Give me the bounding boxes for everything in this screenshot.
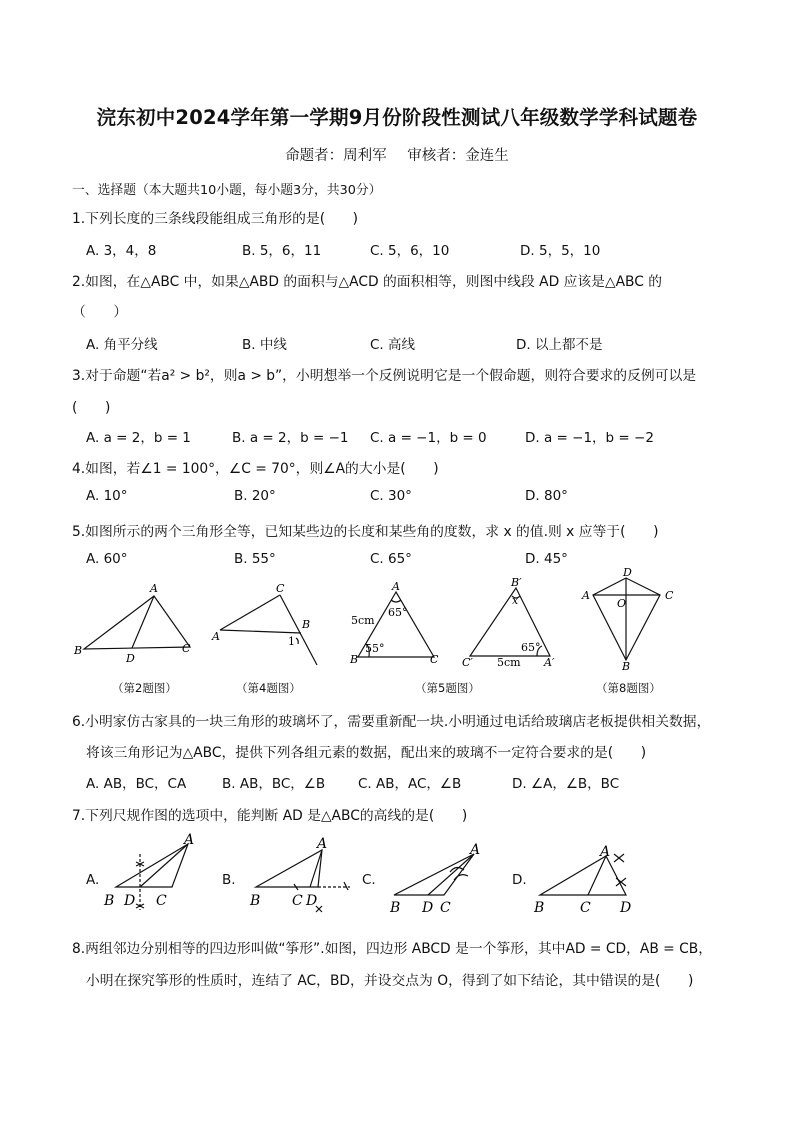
fig5-label-c: C (430, 653, 439, 666)
q7-option-d-figure (532, 840, 642, 920)
exam-authors (0, 144, 794, 165)
reviewer-credit: 审核者：金连生 (407, 148, 509, 164)
fig4-label-a: A (212, 630, 220, 643)
q2-stem: 2.如图，在△ABC 中，如果△ABD 的面积与△ACD 的面积相等，则图中线段 AD 应该是△ABC 的 (72, 274, 663, 290)
q7c-label-a: A (470, 842, 481, 858)
figure-8 (580, 566, 690, 673)
q3-paren: ( ) (72, 400, 111, 416)
figure-2 (72, 582, 202, 665)
q4-option-d: D. 80° (525, 488, 568, 504)
fig5-label-b: B (350, 653, 359, 666)
q6-option-d: D. ∠A，∠B，BC (512, 776, 620, 792)
q2-option-a: A. 角平分线 (86, 337, 158, 353)
q5-option-d: D. 45° (525, 551, 568, 567)
fig2-caption: （第2题图） (112, 681, 177, 695)
q7b-label-c: C (292, 893, 303, 909)
figure-4 (210, 582, 325, 667)
fig2-label-b: B (74, 644, 83, 657)
fig8-label-b: B (622, 660, 631, 673)
q7b-label-d: D (306, 893, 318, 909)
q3-option-b: B. a = 2，b = −1 (232, 430, 349, 446)
fig8-label-d: D (623, 566, 632, 579)
section-heading: 一、选择题（本大题共10小题，每小题3分，共30分） (72, 183, 382, 198)
q7a-label-c: C (156, 893, 167, 909)
q7a-label-b: B (104, 893, 115, 909)
q4-option-b: B. 20° (234, 488, 276, 504)
fig8-caption: （第8题图） (596, 681, 661, 695)
q1-option-a: A. 3，4，8 (86, 243, 157, 259)
fig5-unknown-x: x (512, 594, 519, 607)
q1-option-b: B. 5，6，11 (242, 243, 322, 259)
fig2-label-c: C (182, 642, 191, 655)
fig5-angle-b: 55° (365, 642, 385, 655)
q6-stem-line2: 将该三角形记为△ABC，提供下列各组元素的数据，配出来的玻璃不一定符合要求的是( ) (86, 745, 647, 761)
q7-option-c-label: C. (362, 872, 376, 888)
fig5-caption: （第5题图） (415, 681, 480, 695)
q7a-label-a: A (184, 832, 195, 848)
q7a-label-d: D (124, 893, 136, 909)
q5-stem: 5.如图所示的两个三角形全等，已知某些边的长度和某些角的度数，求 x 的值.则 x 应等于( ) (72, 524, 659, 540)
fig8-label-a: A (582, 589, 590, 602)
q7c-label-c: C (440, 900, 451, 916)
q7-option-a-label: A. (86, 872, 100, 888)
q7-stem: 7.下列尺规作图的选项中，能判断 AD 是△ABC的高线的是( ) (72, 808, 468, 824)
q7b-label-a: A (317, 836, 328, 852)
q6-option-b: B. AB，BC，∠B (222, 776, 326, 792)
fig2-label-a: A (150, 582, 158, 595)
fig4-angle-1: 1 (288, 635, 295, 648)
q5-option-a: A. 60° (86, 551, 128, 567)
q3-option-d: D. a = −1，b = −2 (525, 430, 654, 446)
q2-option-c: C. 高线 (370, 337, 416, 353)
q1-option-c: C. 5，6，10 (370, 243, 450, 259)
q3-option-c: C. a = −1，b = 0 (370, 430, 487, 446)
q6-option-c: C. AB，AC，∠B (358, 776, 462, 792)
fig4-label-c: C (276, 582, 285, 595)
fig5-side-right: 5cm (497, 656, 521, 669)
q7d-label-a: A (600, 844, 611, 860)
q2-option-d: D. 以上都不是 (516, 337, 603, 353)
q3-stem: 3.对于命题“若a² > b²，则a > b”，小明想举一个反例说明它是一个假命题，则符合要求的反例可以是 (72, 368, 697, 384)
q4-option-c: C. 30° (370, 488, 412, 504)
q4-stem: 4.如图，若∠1 = 100°，∠C = 70°，则∠A的大小是( ) (72, 461, 439, 477)
fig2-label-d: D (126, 652, 135, 665)
q4-option-a: A. 10° (86, 488, 128, 504)
exam-title: 浣东初中2024学年第一学期9月份阶段性测试八年级数学学科试题卷 (96, 106, 698, 129)
q7b-label-b: B (250, 893, 261, 909)
fig8-label-c: C (665, 589, 674, 602)
fig5-label-b-prime: B′ (511, 576, 522, 589)
author-credit: 命题者：周利军 (285, 148, 387, 164)
fig8-label-o: O (617, 597, 627, 610)
q7-option-c-figure (388, 840, 493, 920)
q7d-label-b: B (534, 900, 545, 916)
q7c-label-d: D (422, 900, 434, 916)
fig5-angle-a-prime: 65° (521, 641, 541, 654)
q7-option-d-label: D. (512, 872, 527, 888)
q7-option-b-label: B. (222, 872, 236, 888)
fig5-angle-a: 65° (388, 606, 408, 619)
q2-paren: （ ） (72, 304, 128, 320)
q1-stem: 1.下列长度的三条线段能组成三角形的是( ) (72, 211, 359, 227)
fig4-label-b: B (302, 618, 311, 631)
fig5-side-left: 5cm (351, 614, 375, 627)
fig5-label-c-prime: C′ (462, 656, 473, 669)
q5-option-b: B. 55° (234, 551, 276, 567)
q6-stem-line1: 6.小明家仿古家具的一块三角形的玻璃坏了，需要重新配一块.小明通过电话给玻璃店老板提供相关数据， (72, 714, 711, 730)
q7c-label-b: B (390, 900, 401, 916)
q2-option-b: B. 中线 (242, 337, 287, 353)
q1-option-d: D. 5，5，10 (520, 243, 601, 259)
q3-option-a: A. a = 2，b = 1 (86, 430, 191, 446)
q7d-label-d: D (620, 900, 632, 916)
figure-5 (345, 576, 565, 669)
q7-option-b-figure (240, 832, 355, 912)
q7d-label-c: C (580, 900, 591, 916)
q8-stem-line2: 小明在探究筝形的性质时，连结了 AC，BD，并设交点为 O，得到了如下结论，其中错误的是( ) (86, 973, 694, 989)
fig4-caption: （第4题图） (236, 681, 301, 695)
q8-stem-line1: 8.两组邻边分别相等的四边形叫做“筝形”.如图，四边形 ABCD 是一个筝形，其中AD = CD，AB = CB， (72, 941, 713, 957)
fig5-label-a-prime: A′ (544, 656, 555, 669)
q5-option-c: C. 65° (370, 551, 412, 567)
q6-option-a: A. AB，BC，CA (86, 776, 187, 792)
fig5-label-a: A (392, 580, 400, 593)
q7-option-a-figure (102, 832, 202, 912)
